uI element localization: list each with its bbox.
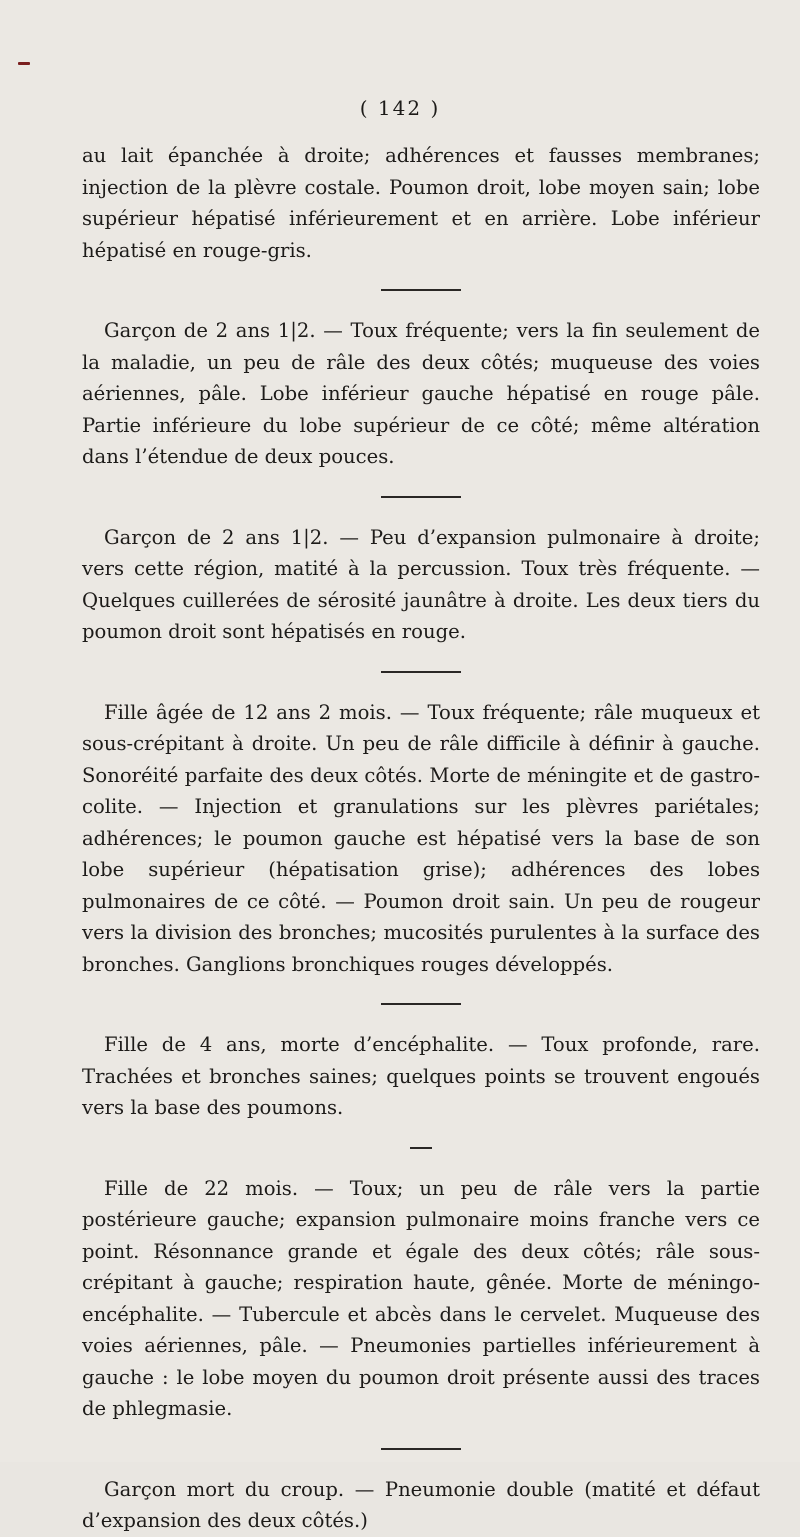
case-paragraph: Garçon de 2 ans 1|2. — Toux fréquente; vers la fin seulement de la maladie, un peu de râle des deux côtés; muqueuse des voies aériennes, pâle. Lobe inférieur gauche hépatisé en rouge pâle. Partie inférieure du lobe supérieur de ce côté; même altération dans l’étendue de deux pouces. [82, 319, 760, 468]
page-number: ( 142 ) [359, 96, 441, 120]
case-paragraph: Garçon mort du croup. — Pneumonie double (matité et défaut d’expansion des deux côtés.) [82, 1477, 760, 1532]
separator-rule [410, 1147, 432, 1149]
margin-mark [18, 62, 30, 65]
paragraph-continuation: au lait épanchée à droite; adhérences et fausses membranes; injection de la plèvre costale. Poumon droit, lobe moyen sain; lobe supérieur hépatisé inférieurement et en arrière. Lobe inférieur hépatisé en rouge-gris. [82, 144, 760, 262]
separator-rule [381, 671, 461, 673]
case-paragraph: Fille âgée de 12 ans 2 mois. — Toux fréquente; râle muqueux et sous-crépitant à droite. Un peu de râle difficile à définir à gauche. Sonoréité parfaite des deux côtés. Morte de méningite et de gastro-colite. — Injection et granulations sur les plèvres pariétales; adhérences; le poumon gauche est hépatisé vers la base de son lobe supérieur (hépatisation grise); adhérences des lobes pulmonaires de ce côté. — Poumon droit sain. Un peu de rougeur vers la division des bronches; mucosités purulentes à la surface des bronches. Ganglions bronchiques rouges développés. [82, 700, 760, 976]
separator-rule [381, 289, 461, 291]
separator-rule [381, 496, 461, 498]
page-body [82, 140, 760, 1537]
case-paragraph: Garçon de 2 ans 1|2. — Peu d’expansion pulmonaire à droite; vers cette région, matité à la percussion. Toux très fréquente. — Quelques cuillerées de sérosité jaunâtre à droite. Les deux tiers du poumon droit sont hépatisés en rouge. [82, 525, 760, 643]
case-paragraph: Fille de 4 ans, morte d’encéphalite. — Toux profonde, rare. Trachées et bronches saines; quelques points se trouvent engoués vers la base des poumons. [82, 1033, 760, 1119]
separator-rule [381, 1448, 461, 1450]
separator-rule [381, 1003, 461, 1005]
case-paragraph: Fille de 22 mois. — Toux; un peu de râle vers la partie postérieure gauche; expansion pulmonaire moins franche vers ce point. Résonnance grande et égale des deux côtés; râle sous-crépitant à gauche; respiration haute, gênée. Morte de méningo-encéphalite. — Tubercule et abcès dans le cervelet. Muqueuse des voies aériennes, pâle. — Pneumonies partielles inférieurement à gauche : le lobe moyen du poumon droit présente aussi des traces de phlegmasie. [82, 1176, 760, 1420]
